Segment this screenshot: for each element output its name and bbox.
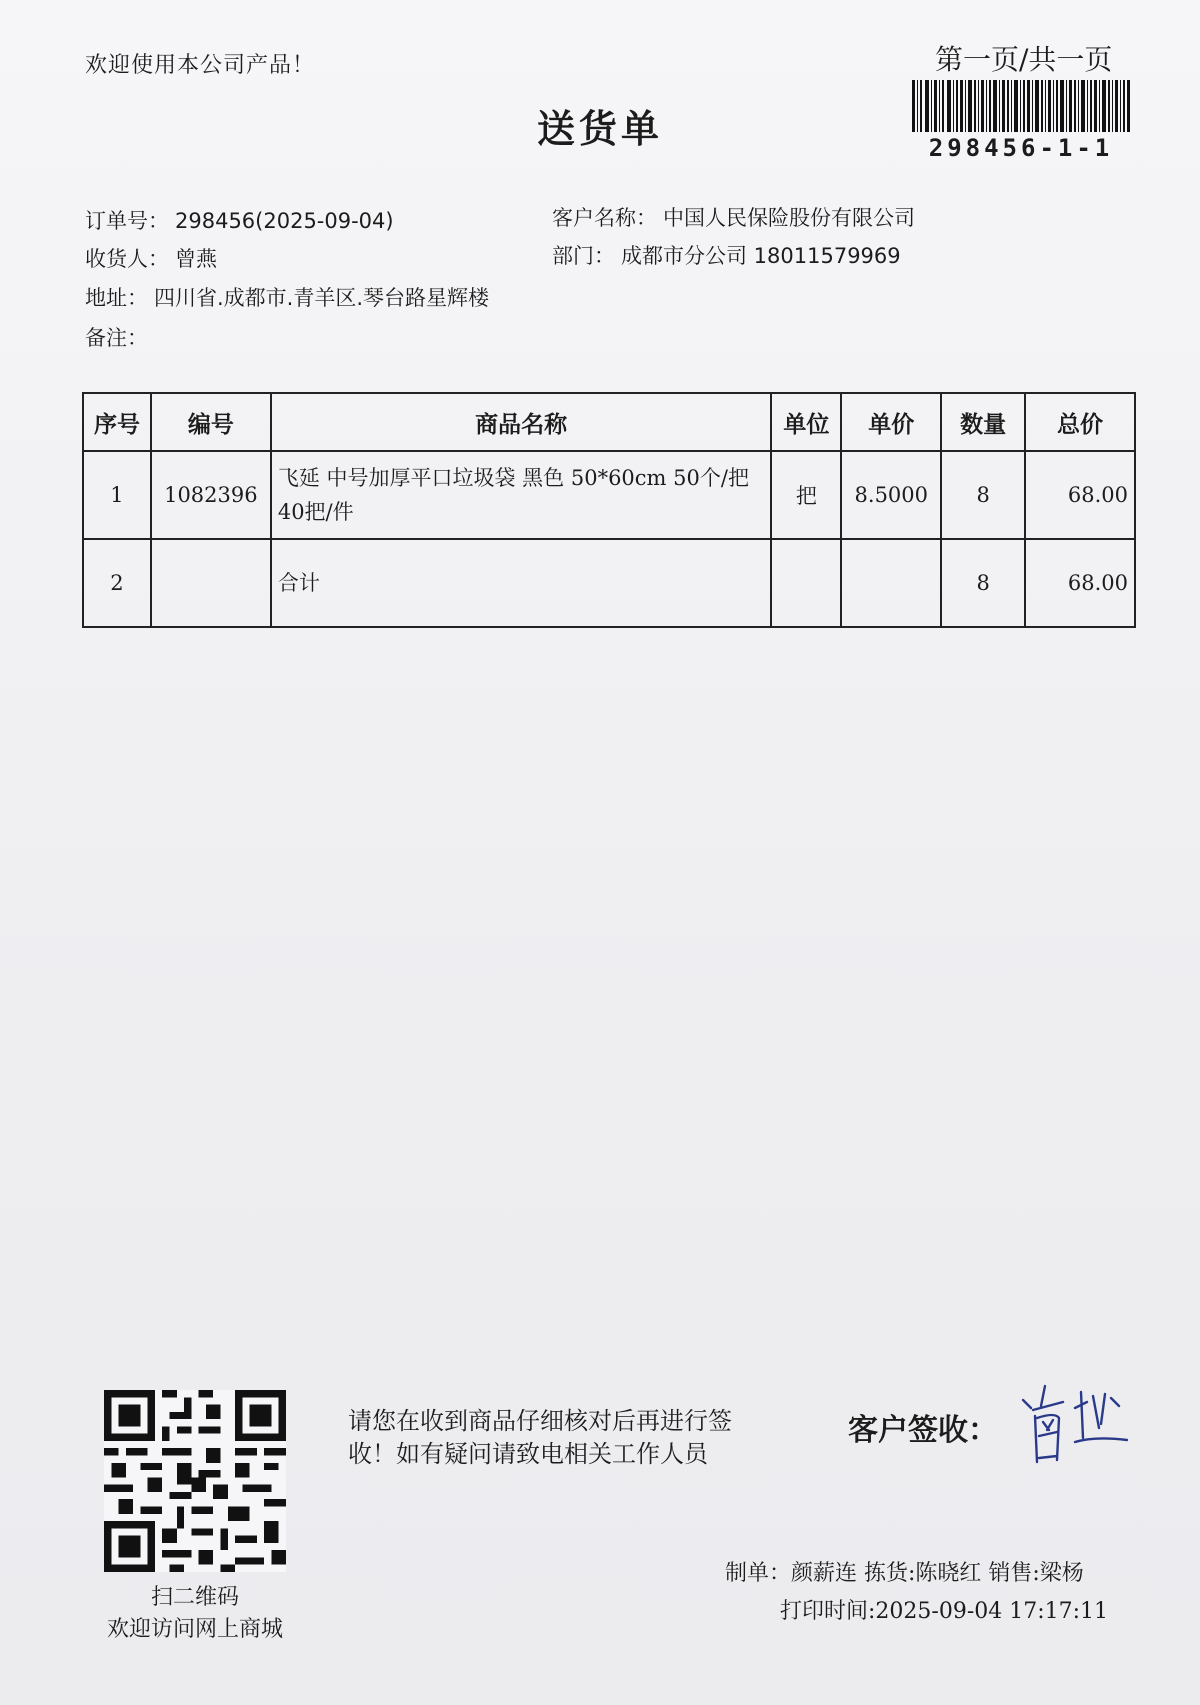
department-label: 部门： bbox=[552, 244, 615, 268]
barcode-icon bbox=[912, 80, 1130, 132]
cell-seq: 2 bbox=[83, 539, 151, 627]
customer-name: 中国人民保险股份有限公司 bbox=[663, 206, 915, 230]
qr-code-icon bbox=[104, 1390, 286, 1572]
remark-line bbox=[85, 322, 154, 352]
cell-qty: 8 bbox=[941, 539, 1025, 627]
customer-line bbox=[552, 202, 915, 232]
welcome-text: 欢迎使用本公司产品！ bbox=[85, 53, 316, 78]
receiver-line bbox=[85, 243, 217, 273]
cell-seq: 1 bbox=[83, 451, 151, 539]
table-row bbox=[83, 451, 1135, 539]
cell-qty: 8 bbox=[941, 451, 1025, 539]
table-header-row bbox=[83, 393, 1135, 451]
col-header-code: 编号 bbox=[151, 393, 271, 451]
qr-caption-visit: 欢迎访问网上商城 bbox=[106, 1617, 283, 1642]
print-time: 打印时间:2025-09-04 17:17:11 bbox=[780, 1599, 1109, 1624]
document-title: 送货单 bbox=[536, 107, 663, 151]
col-header-price: 单价 bbox=[841, 393, 941, 451]
goods-table bbox=[82, 392, 1136, 628]
cell-product-name: 飞延 中号加厚平口垃圾袋 黑色 50*60cm 50个/把 40把/件 bbox=[271, 451, 772, 539]
customer-sign-label: 客户签收： bbox=[848, 1413, 998, 1448]
page-info: 第一页/共一页 bbox=[935, 43, 1113, 76]
col-header-qty: 数量 bbox=[941, 393, 1025, 451]
col-header-unit: 单位 bbox=[771, 393, 841, 451]
cell-code: 1082396 bbox=[151, 451, 271, 539]
qr-caption-scan: 扫二维码 bbox=[150, 1585, 239, 1610]
col-header-seq: 序号 bbox=[83, 393, 151, 451]
barcode-number: 298456-1-1 bbox=[928, 134, 1114, 162]
order-number-label: 订单号： bbox=[85, 209, 169, 233]
cell-total: 68.00 bbox=[1025, 451, 1135, 539]
address: 四川省.成都市.青羊区.琴台路星辉楼 bbox=[154, 286, 490, 310]
cell-code bbox=[151, 539, 271, 627]
cell-price: 8.5000 bbox=[841, 451, 941, 539]
cell-total: 68.00 bbox=[1025, 539, 1135, 627]
address-line bbox=[85, 282, 489, 312]
order-number: 298456(2025-09-04) bbox=[175, 209, 394, 233]
receipt-notice: 请您在收到商品仔细核对后再进行签收！如有疑问请致电相关工作人员 bbox=[348, 1407, 732, 1468]
customer-label: 客户名称： bbox=[552, 206, 657, 230]
cell-product-name: 合计 bbox=[271, 539, 772, 627]
cell-unit: 把 bbox=[771, 451, 841, 539]
staff-info: 制单：颜薪连 拣货:陈晓红 销售:梁杨 bbox=[725, 1561, 1084, 1586]
table-row-total bbox=[83, 539, 1135, 627]
col-header-total: 总价 bbox=[1025, 393, 1135, 451]
department: 成都市分公司 18011579969 bbox=[621, 244, 901, 268]
address-label: 地址： bbox=[85, 286, 148, 310]
receiver-name: 曾燕 bbox=[175, 247, 217, 271]
remark-label: 备注： bbox=[85, 326, 148, 350]
department-line bbox=[552, 240, 901, 270]
receiver-label: 收货人： bbox=[85, 247, 169, 271]
cell-unit bbox=[771, 539, 841, 627]
cell-price bbox=[841, 539, 941, 627]
order-number-line bbox=[85, 205, 394, 235]
col-header-name: 商品名称 bbox=[271, 393, 772, 451]
handwritten-signature bbox=[1015, 1378, 1135, 1468]
